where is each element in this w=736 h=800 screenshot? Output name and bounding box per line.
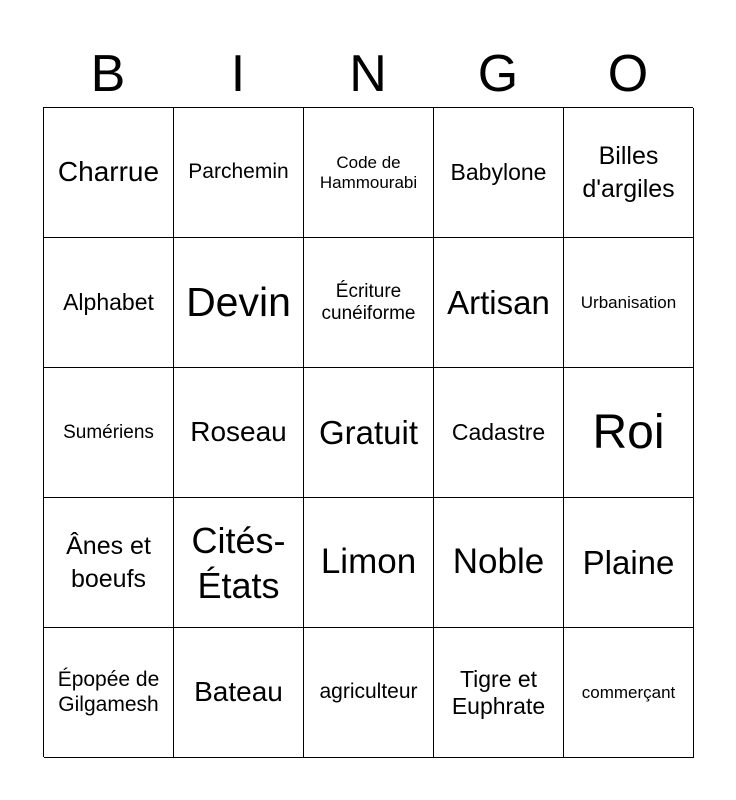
bingo-cell[interactable]: Artisan: [434, 238, 564, 368]
bingo-cell[interactable]: Plaine: [564, 498, 694, 628]
bingo-cell[interactable]: Bateau: [174, 628, 304, 758]
bingo-cell[interactable]: commerçant: [564, 628, 694, 758]
bingo-cell[interactable]: Roi: [564, 368, 694, 498]
bingo-cell[interactable]: Parchemin: [174, 108, 304, 238]
bingo-cell[interactable]: Alphabet: [44, 238, 174, 368]
header-letter-b: B: [90, 45, 126, 103]
bingo-cell[interactable]: Cadastre: [434, 368, 564, 498]
bingo-cell[interactable]: Devin: [174, 238, 304, 368]
bingo-cell[interactable]: Charrue: [44, 108, 174, 238]
bingo-cell[interactable]: Noble: [434, 498, 564, 628]
bingo-cell[interactable]: Sumériens: [44, 368, 174, 498]
bingo-cell[interactable]: Cités-États: [174, 498, 304, 628]
bingo-cell[interactable]: Urbanisation: [564, 238, 694, 368]
header-letter-n: N: [349, 45, 387, 103]
header-letter-o: O: [607, 45, 649, 103]
bingo-card-grid: [43, 107, 693, 757]
bingo-cell[interactable]: Ânes et boeufs: [44, 498, 174, 628]
bingo-cell[interactable]: Gratuit: [304, 368, 434, 498]
bingo-header: [43, 40, 693, 108]
bingo-cell[interactable]: Tigre et Euphrate: [434, 628, 564, 758]
bingo-cell[interactable]: agriculteur: [304, 628, 434, 758]
bingo-cell[interactable]: Roseau: [174, 368, 304, 498]
bingo-cell[interactable]: Code de Hammourabi: [304, 108, 434, 238]
bingo-cell[interactable]: Limon: [304, 498, 434, 628]
bingo-cell[interactable]: Billes d'argiles: [564, 108, 694, 238]
bingo-cell[interactable]: Écriture cunéiforme: [304, 238, 434, 368]
bingo-cell[interactable]: Épopée de Gilgamesh: [44, 628, 174, 758]
bingo-cell[interactable]: Babylone: [434, 108, 564, 238]
header-letter-g: G: [477, 45, 519, 103]
header-letter-i: I: [230, 45, 246, 103]
